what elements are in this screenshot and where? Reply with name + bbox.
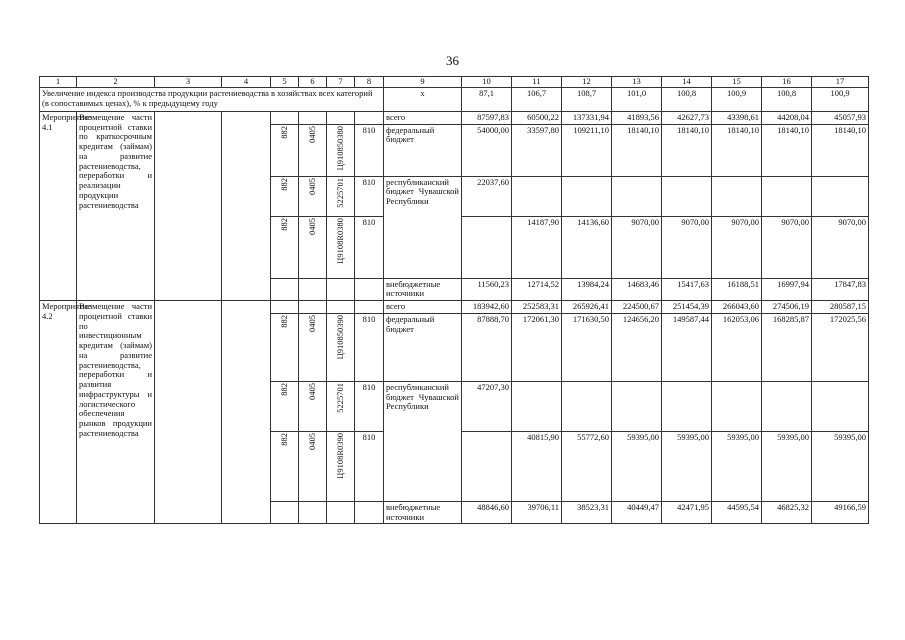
m41-rzpr-text: 0405 xyxy=(306,125,317,143)
budget-table xyxy=(39,76,869,524)
m41-federal-value: 18140,10 xyxy=(762,124,812,176)
m42-csr xyxy=(327,381,355,431)
m41-republic-value xyxy=(612,176,662,216)
m41-extra-value: 14683,46 xyxy=(612,278,662,301)
indicator-value: 108,7 xyxy=(562,87,612,111)
m42-republic-value xyxy=(662,381,712,431)
m42-extra-value: 40449,47 xyxy=(612,501,662,524)
m41-label: Мероприятие 4.1 xyxy=(40,111,77,300)
column-number-header: 6 xyxy=(299,77,327,88)
m41-total-value: 87597,83 xyxy=(462,111,512,124)
m41-csr-text: Ц9108R0380 xyxy=(334,217,345,264)
column-number-row xyxy=(40,77,869,88)
m41-total-value: 43398,61 xyxy=(712,111,762,124)
m41-third-value: 9070,00 xyxy=(662,216,712,278)
m41-third-value: 9070,00 xyxy=(762,216,812,278)
m42-extra-value: 42471,95 xyxy=(662,501,712,524)
m41-blank xyxy=(271,111,299,124)
indicator-row xyxy=(40,87,869,111)
indicator-value: 100,9 xyxy=(812,87,869,111)
m42-total-value: 252583,31 xyxy=(512,301,562,314)
m41-blank xyxy=(299,278,327,301)
m42-third-value: 59395,00 xyxy=(612,431,662,501)
m41-grbs xyxy=(271,176,299,216)
m42-name: Возмещение части процентной ставки по инвестиционным кредитам (займам) на развитие растениеводства, переработки и развития инфраструктуры и логистического обеспечения рынков продукции растениеводства xyxy=(77,301,155,524)
m41-vr-text: 810 xyxy=(362,216,376,227)
m41-republic-value xyxy=(762,176,812,216)
m42-third-value xyxy=(462,431,512,501)
m42-total-value: 251454,39 xyxy=(662,301,712,314)
m41-extra-value: 12714,52 xyxy=(512,278,562,301)
m42-republic-value: 47207,30 xyxy=(462,381,512,431)
m41-source-federal: федеральный бюджет xyxy=(384,124,462,176)
m42-source-republic: республиканский бюджет Чувашской Республики xyxy=(384,381,462,501)
m41-republic-value xyxy=(812,176,869,216)
m42-federal-value: 162053,06 xyxy=(712,313,762,381)
m42-grbs xyxy=(271,431,299,501)
m42-grbs-text: 882 xyxy=(278,382,289,396)
m42-source-total: всего xyxy=(384,301,462,314)
column-number-header: 9 xyxy=(384,77,462,88)
m41-csr xyxy=(327,124,355,176)
m41-blank xyxy=(355,278,384,301)
m42-csr xyxy=(327,431,355,501)
m41-grbs-text: 882 xyxy=(278,177,289,191)
m42-third-value: 59395,00 xyxy=(712,431,762,501)
m42-label: Мероприятие 4.2 xyxy=(40,301,77,524)
m41-total-value: 137331,94 xyxy=(562,111,612,124)
column-number-header: 11 xyxy=(512,77,562,88)
m42-republic-value xyxy=(562,381,612,431)
indicator-col9: x xyxy=(384,87,462,111)
indicator-value: 101,0 xyxy=(612,87,662,111)
m41-total-value: 45057,93 xyxy=(812,111,869,124)
m42-total-value: 183942,60 xyxy=(462,301,512,314)
m42-federal-value: 124656,20 xyxy=(612,313,662,381)
m41-rzpr-text: 0405 xyxy=(306,177,317,195)
m42-rzpr-text: 0405 xyxy=(306,382,317,400)
m42-federal-value: 172025,56 xyxy=(812,313,869,381)
m42-vr xyxy=(355,313,384,381)
m42-grbs-text: 882 xyxy=(278,432,289,446)
m41-third-value: 14187,90 xyxy=(512,216,562,278)
m41-blank xyxy=(271,278,299,301)
m41-federal-value: 54000,00 xyxy=(462,124,512,176)
column-number-header: 4 xyxy=(222,77,271,88)
m41-vr xyxy=(355,176,384,216)
m41-third-value: 9070,00 xyxy=(612,216,662,278)
m42-extra-value: 48846,60 xyxy=(462,501,512,524)
m42-vr-text: 810 xyxy=(362,313,376,324)
m41-rzpr-text: 0405 xyxy=(306,217,317,235)
m42-extra-value: 39706,11 xyxy=(512,501,562,524)
m42-blank xyxy=(355,501,384,524)
m41-republic-value xyxy=(512,176,562,216)
m41-col4 xyxy=(222,111,271,300)
m41-federal-value: 18140,10 xyxy=(612,124,662,176)
m41-blank xyxy=(355,111,384,124)
m41-third-value: 14136,60 xyxy=(562,216,612,278)
column-number-header: 17 xyxy=(812,77,869,88)
m41-row-total xyxy=(40,111,869,124)
m41-extra-value: 11560,23 xyxy=(462,278,512,301)
m42-rzpr-text: 0405 xyxy=(306,314,317,332)
m42-total-value: 265926,41 xyxy=(562,301,612,314)
m41-federal-value: 18140,10 xyxy=(662,124,712,176)
column-number-header: 1 xyxy=(40,77,77,88)
m41-republic-value xyxy=(662,176,712,216)
m41-total-value: 42627,73 xyxy=(662,111,712,124)
column-number-header: 13 xyxy=(612,77,662,88)
m41-vr-text: 810 xyxy=(362,124,376,135)
m41-vr xyxy=(355,216,384,278)
m42-republic-value xyxy=(812,381,869,431)
m42-col3 xyxy=(155,301,222,524)
m41-source-extra: внебюджетные источники xyxy=(384,278,462,301)
m42-blank xyxy=(299,501,327,524)
m42-third-value: 59395,00 xyxy=(662,431,712,501)
m42-source-federal: федеральный бюджет xyxy=(384,313,462,381)
m42-extra-value: 49166,59 xyxy=(812,501,869,524)
m42-blank xyxy=(271,301,299,314)
page-number: 36 xyxy=(446,53,459,68)
m41-federal-value: 18140,10 xyxy=(812,124,869,176)
m41-csr xyxy=(327,176,355,216)
m41-grbs-text: 882 xyxy=(278,217,289,231)
m42-grbs xyxy=(271,313,299,381)
m41-extra-value: 16997,94 xyxy=(762,278,812,301)
m41-third-value: 9070,00 xyxy=(712,216,762,278)
m42-third-value: 59395,00 xyxy=(812,431,869,501)
indicator-value: 87,1 xyxy=(462,87,512,111)
indicator-value: 100,9 xyxy=(712,87,762,111)
m42-extra-value: 44595,54 xyxy=(712,501,762,524)
m41-grbs xyxy=(271,216,299,278)
m42-republic-value xyxy=(512,381,562,431)
m41-blank xyxy=(327,111,355,124)
m42-republic-value xyxy=(612,381,662,431)
m42-republic-value xyxy=(762,381,812,431)
column-number-header: 14 xyxy=(662,77,712,88)
m42-blank xyxy=(355,301,384,314)
column-number-header: 3 xyxy=(155,77,222,88)
indicator-value: 100,8 xyxy=(762,87,812,111)
m42-blank xyxy=(327,301,355,314)
m41-grbs-text: 882 xyxy=(278,125,289,139)
m41-third-value: 9070,00 xyxy=(812,216,869,278)
m42-total-value: 280587,15 xyxy=(812,301,869,314)
m42-source-extra: внебюджетные источники xyxy=(384,501,462,524)
indicator-value: 106,7 xyxy=(512,87,562,111)
m41-third-value xyxy=(462,216,512,278)
m41-republic-value xyxy=(562,176,612,216)
m42-total-value: 224500,67 xyxy=(612,301,662,314)
m41-federal-value: 109211,10 xyxy=(562,124,612,176)
m41-csr xyxy=(327,216,355,278)
m41-vr xyxy=(355,124,384,176)
m42-col4 xyxy=(222,301,271,524)
column-number-header: 2 xyxy=(77,77,155,88)
m41-extra-value: 17847,83 xyxy=(812,278,869,301)
column-number-header: 7 xyxy=(327,77,355,88)
m41-rzpr xyxy=(299,216,327,278)
m41-vr-text: 810 xyxy=(362,176,376,187)
m42-grbs xyxy=(271,381,299,431)
m42-total-value: 266043,60 xyxy=(712,301,762,314)
m42-extra-value: 38523,31 xyxy=(562,501,612,524)
m42-federal-value: 168285,87 xyxy=(762,313,812,381)
m42-vr xyxy=(355,381,384,431)
m41-grbs xyxy=(271,124,299,176)
column-number-header: 5 xyxy=(271,77,299,88)
m42-third-value: 55772,60 xyxy=(562,431,612,501)
m42-federal-value: 172061,30 xyxy=(512,313,562,381)
m42-grbs-text: 882 xyxy=(278,314,289,328)
m41-rzpr xyxy=(299,176,327,216)
m41-federal-value: 18140,10 xyxy=(712,124,762,176)
m42-csr-text: Ц910850390 xyxy=(334,314,345,360)
m42-csr-text: 5225701 xyxy=(334,382,345,413)
m42-blank xyxy=(299,301,327,314)
m41-name: Возмещение части процентной ставки по краткосрочным кредитам (займам) на развитие растениеводства, переработки и реализации продукции растениеводства xyxy=(77,111,155,300)
m42-total-value: 274506,19 xyxy=(762,301,812,314)
m41-source-republic: республиканский бюджет Чувашской Республики xyxy=(384,176,462,278)
indicator-label: Увеличение индекса производства продукции растениеводства в хозяйствах всех категорий (в сопоставимых ценах), % к предыдущему году xyxy=(40,87,384,111)
m41-csr-text: 5225701 xyxy=(334,177,345,208)
m41-republic-value: 22037,60 xyxy=(462,176,512,216)
column-number-header: 12 xyxy=(562,77,612,88)
m41-blank xyxy=(299,111,327,124)
m42-rzpr xyxy=(299,313,327,381)
m42-federal-value: 87888,70 xyxy=(462,313,512,381)
m41-col3 xyxy=(155,111,222,300)
m41-republic-value xyxy=(712,176,762,216)
m42-csr-text: Ц9108R0390 xyxy=(334,432,345,479)
m41-total-value: 44208,04 xyxy=(762,111,812,124)
column-number-header: 8 xyxy=(355,77,384,88)
m42-vr-text: 810 xyxy=(362,381,376,392)
m42-third-value: 40815,90 xyxy=(512,431,562,501)
column-number-header: 10 xyxy=(462,77,512,88)
m41-extra-value: 13984,24 xyxy=(562,278,612,301)
m41-total-value: 41893,56 xyxy=(612,111,662,124)
m41-blank xyxy=(327,278,355,301)
m41-rzpr xyxy=(299,124,327,176)
indicator-value: 100,8 xyxy=(662,87,712,111)
m42-csr xyxy=(327,313,355,381)
m42-federal-value: 149587,44 xyxy=(662,313,712,381)
m42-rzpr-text: 0405 xyxy=(306,432,317,450)
m42-vr xyxy=(355,431,384,501)
m41-total-value: 60500,22 xyxy=(512,111,562,124)
m42-republic-value xyxy=(712,381,762,431)
m42-rzpr xyxy=(299,431,327,501)
m42-federal-value: 171630,50 xyxy=(562,313,612,381)
m42-row-total xyxy=(40,301,869,314)
column-number-header: 16 xyxy=(762,77,812,88)
m42-blank xyxy=(271,501,299,524)
m41-source-total: всего xyxy=(384,111,462,124)
m42-rzpr xyxy=(299,381,327,431)
column-number-header: 15 xyxy=(712,77,762,88)
m41-csr-text: Ц910850380 xyxy=(334,125,345,170)
m42-vr-text: 810 xyxy=(362,431,376,442)
m41-extra-value: 16188,51 xyxy=(712,278,762,301)
m42-extra-value: 46825,32 xyxy=(762,501,812,524)
m42-third-value: 59395,00 xyxy=(762,431,812,501)
m41-federal-value: 33597,80 xyxy=(512,124,562,176)
m42-blank xyxy=(327,501,355,524)
m41-extra-value: 15417,63 xyxy=(662,278,712,301)
